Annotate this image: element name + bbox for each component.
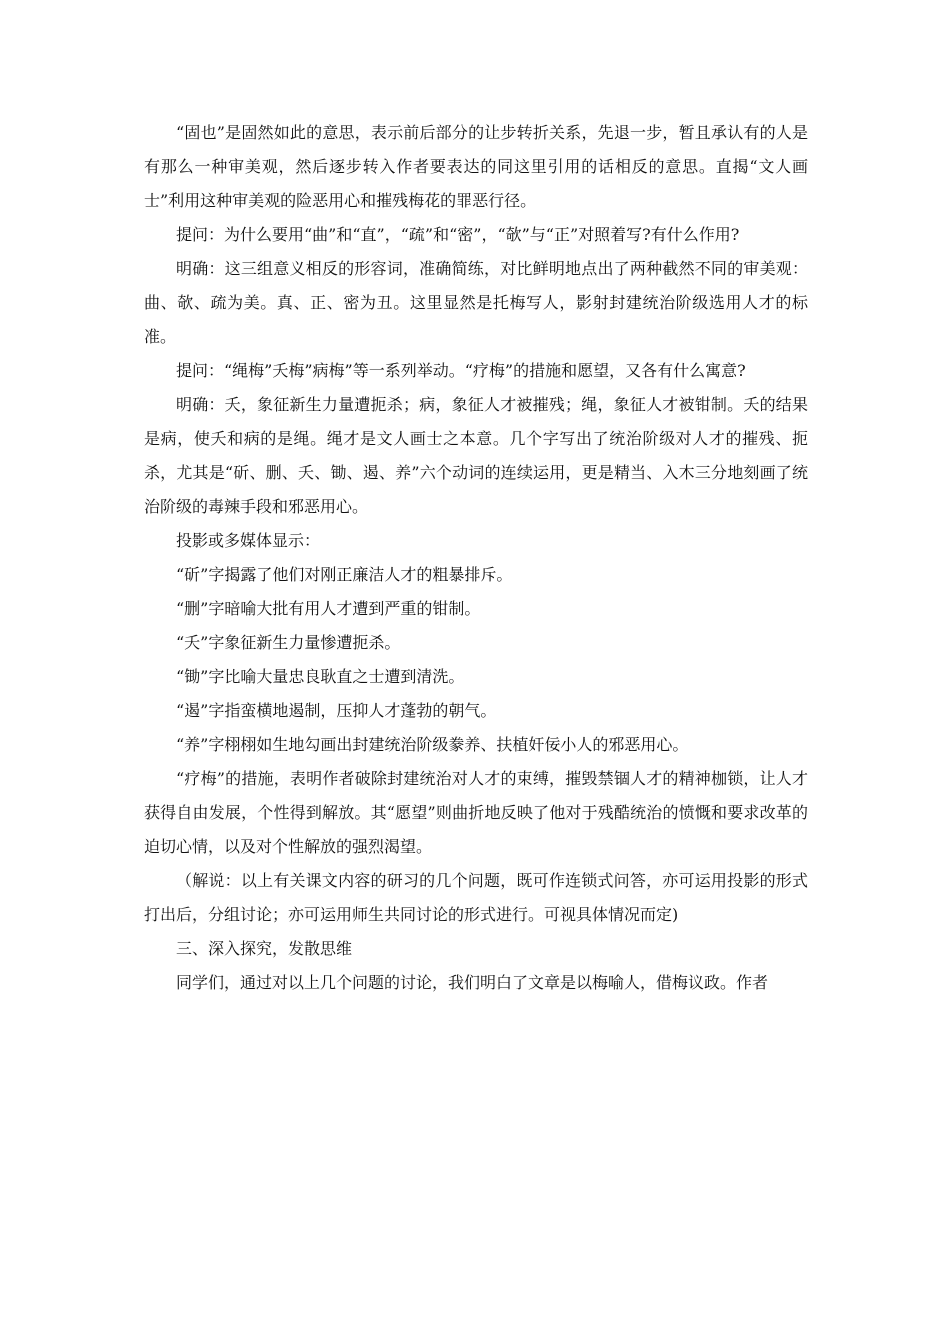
document-body: [144, 116, 808, 1000]
paragraph-answer-meaning: 明确：夭，象征新生力量遭扼杀；病，象征人才被摧残；绳，象征人才被钳制。夭的结果是病，使夭和病的是绳。绳才是文人画士之本意。几个字写出了统治阶级对人才的摧残、扼杀，尤其是“斫、删、夭、锄、遏、养”六个动词的连续运用，更是精当、入木三分地刻画了统治阶级的毒辣手段和邪恶用心。: [144, 395, 808, 516]
paragraph-projection-heading: 投影或多媒体显示：: [176, 531, 321, 550]
section-heading-explore: 三、深入探究，发散思维: [176, 939, 353, 958]
list-item-chu: “锄”字比喻大量忠良耿直之士遭到清洗。: [176, 667, 465, 686]
paragraph-answer-contrast: 明确：这三组意义相反的形容词，准确简练，对比鲜明地点出了两种截然不同的审美观：曲、欹、疏为美。真、正、密为丑。这里显然是托梅写人，影射封建统治阶级选用人才的标准。: [144, 259, 808, 346]
paragraph-liao-mei: “疗梅”的措施，表明作者破除封建统治对人才的束缚，摧毁禁锢人才的精神枷锁，让人才获得自由发展，个性得到解放。其“愿望”则曲折地反映了他对于残酷统治的愤慨和要求改革的迫切心情，以及对个性解放的强烈渴望。: [144, 769, 808, 856]
list-item-e: “遏”字指蛮横地遏制，压抑人才蓬勃的朝气。: [176, 701, 497, 720]
list-item-yao: “夭”字象征新生力量惨遭扼杀。: [176, 633, 401, 652]
paragraph-question-contrast: 提问：为什么要用“曲”和“直”，“疏”和“密”，“欹”与“正”对照着写?有什么作用?: [176, 225, 740, 244]
paragraph-conclusion-start: 同学们，通过对以上几个问题的讨论，我们明白了文章是以梅喻人，借梅议政。作者: [176, 973, 769, 992]
list-item-yang: “养”字栩栩如生地勾画出封建统治阶级豢养、扶植奸佞小人的邪恶用心。: [176, 735, 689, 754]
paragraph-gu-ye-explanation: “固也”是固然如此的意思，表示前后部分的让步转折关系，先退一步，暂且承认有的人是有那么一种审美观，然后逐步转入作者要表达的同这里引用的话相反的意思。直揭“文人画士”利用这种审美观的险恶用心和摧残梅花的罪恶行径。: [144, 123, 808, 210]
paragraph-question-meaning: 提问：“绳梅”夭梅”病梅”等一系列举动。“疗梅”的措施和愿望，又各有什么寓意?: [176, 361, 746, 380]
list-item-shan: “删”字暗喻大批有用人才遭到严重的钳制。: [176, 599, 481, 618]
list-item-zhuo: “斫”字揭露了他们对刚正廉洁人才的粗暴排斥。: [176, 565, 513, 584]
paragraph-commentary: （解说：以上有关课文内容的研习的几个问题，既可作连锁式问答，亦可运用投影的形式打出后，分组讨论；亦可运用师生共同讨论的形式进行。可视具体情况而定): [144, 871, 808, 924]
